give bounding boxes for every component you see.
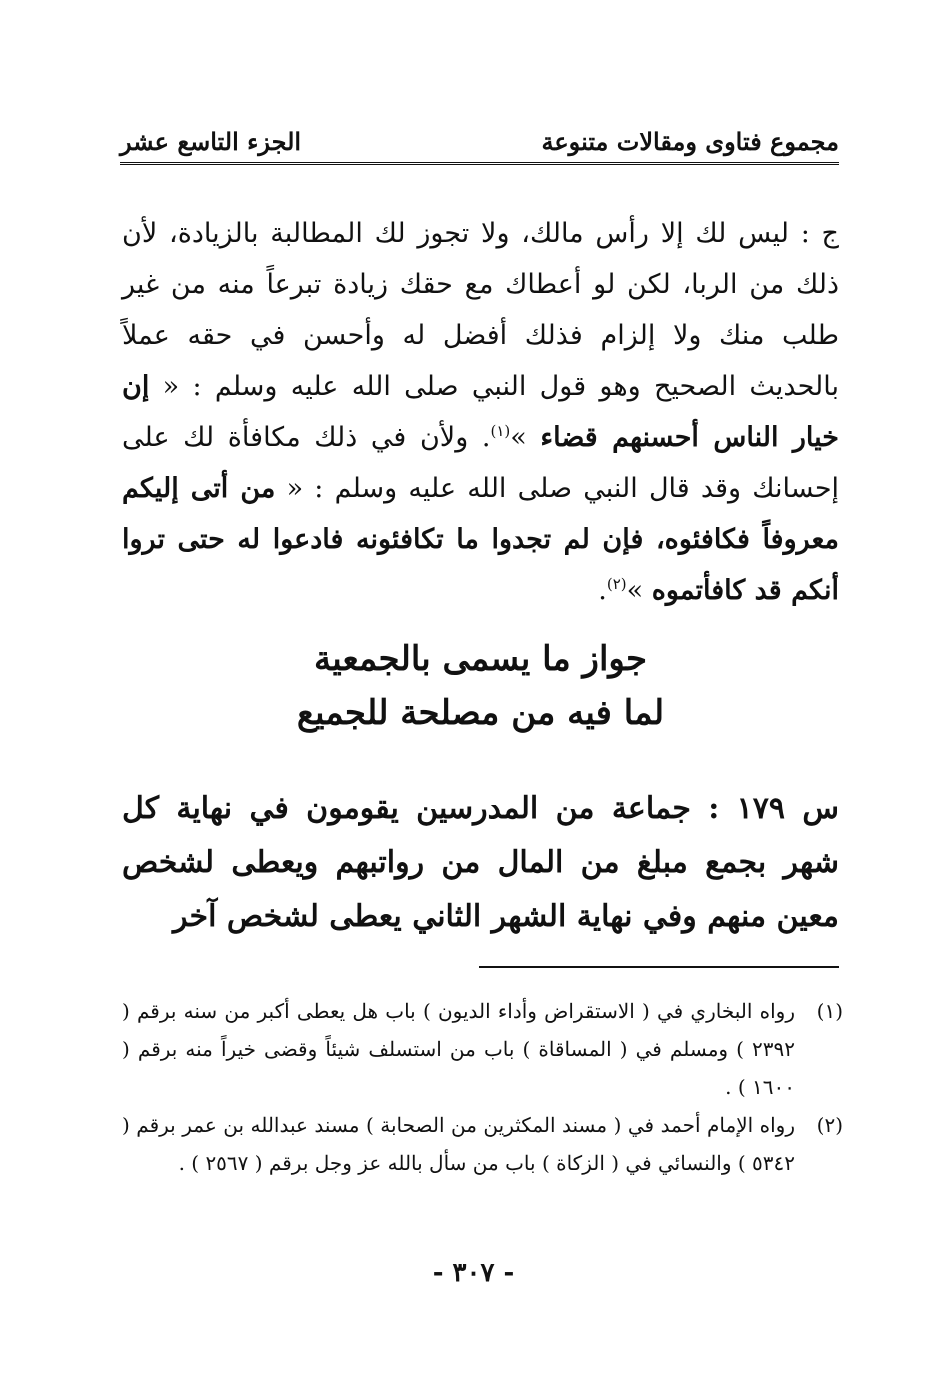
section-heading-line-2: لما فيه من مصلحة للجميع — [296, 693, 665, 733]
page-number: - ٣٠٧ - — [432, 1258, 515, 1288]
question-text: س ١٧٩ : جماعة من المدرسين يقومون في نهاية كل شهر بجمع مبلغ من المال من رواتبهم ويعطى لشخص معين منهم وفي نهاية الشهر الثاني يعطى لشخص آخر — [122, 791, 839, 934]
answer-text-1: ج : ليس لك إلا رأس مالك، ولا تجوز لك المطالبة بالزيادة، لأن ذلك من الربا، لكن لو أعطاك مع حقك زيادة تبرعاً منه من غير طلب منك ولا إلزام فذلك أفضل له وأحسن في حقه عملاً بالحديث الصحيح وهو قول النبي صلى الله عليه وسلم : « — [122, 218, 839, 402]
volume-label: الجزء التاسع عشر — [120, 127, 302, 156]
answer-text-4: » — [626, 575, 644, 606]
section-heading-line-1: جواز ما يسمى بالجمعية — [314, 639, 647, 679]
question-paragraph — [122, 782, 839, 944]
book-title: مجموع فتاوى ومقالات متنوعة — [541, 127, 839, 156]
answer-text-3: . ولأن في ذلك مكافأة لك على إحسانك وقد قال النبي صلى الله عليه وسلم : « — [122, 422, 840, 504]
answer-paragraph — [122, 208, 839, 616]
footnote-number: (٢) — [816, 1113, 843, 1137]
hadith-quote-1: إن خيار الناس أحسنهم قضاء — [122, 371, 839, 453]
footnote-text: رواه البخاري في ( الاستقراض وأداء الديون ) باب هل يعطى أكبر من سنه برقم ( ٢٣٩٢ ) ومسلم في ( المساقاة ) باب من استسلف شيئاً وقضى خيراً منه برقم ( ١٦٠٠ ) . — [122, 999, 795, 1099]
hadith-quote-2: من أتى إليكم معروفاً فكافئوه، فإن لم تجدوا ما تكافئونه فادعوا له حتى تروا أنكم قد كافأتموه — [122, 473, 839, 606]
footnotes-section — [122, 992, 843, 1182]
footnote-number: (١) — [816, 999, 843, 1023]
running-header — [120, 108, 839, 165]
footnote-2 — [122, 1106, 843, 1182]
answer-text-5: . — [598, 575, 607, 606]
footnote-text: رواه الإمام أحمد في ( مسند المكثرين من الصحابة ) مسند عبدالله بن عمر برقم ( ٥٣٤٢ ) والنسائي في ( الزكاة ) باب من سأل بالله عز وجل برقم ( ٢٥٦٧ ) . — [122, 1113, 795, 1175]
footnote-divider — [479, 966, 839, 968]
footnote-ref-1[interactable]: (١) — [490, 422, 511, 440]
section-heading — [122, 632, 839, 740]
answer-text-2: » — [510, 422, 527, 453]
footnote-1 — [122, 992, 843, 1106]
footnote-ref-2[interactable]: (٢) — [606, 575, 627, 593]
